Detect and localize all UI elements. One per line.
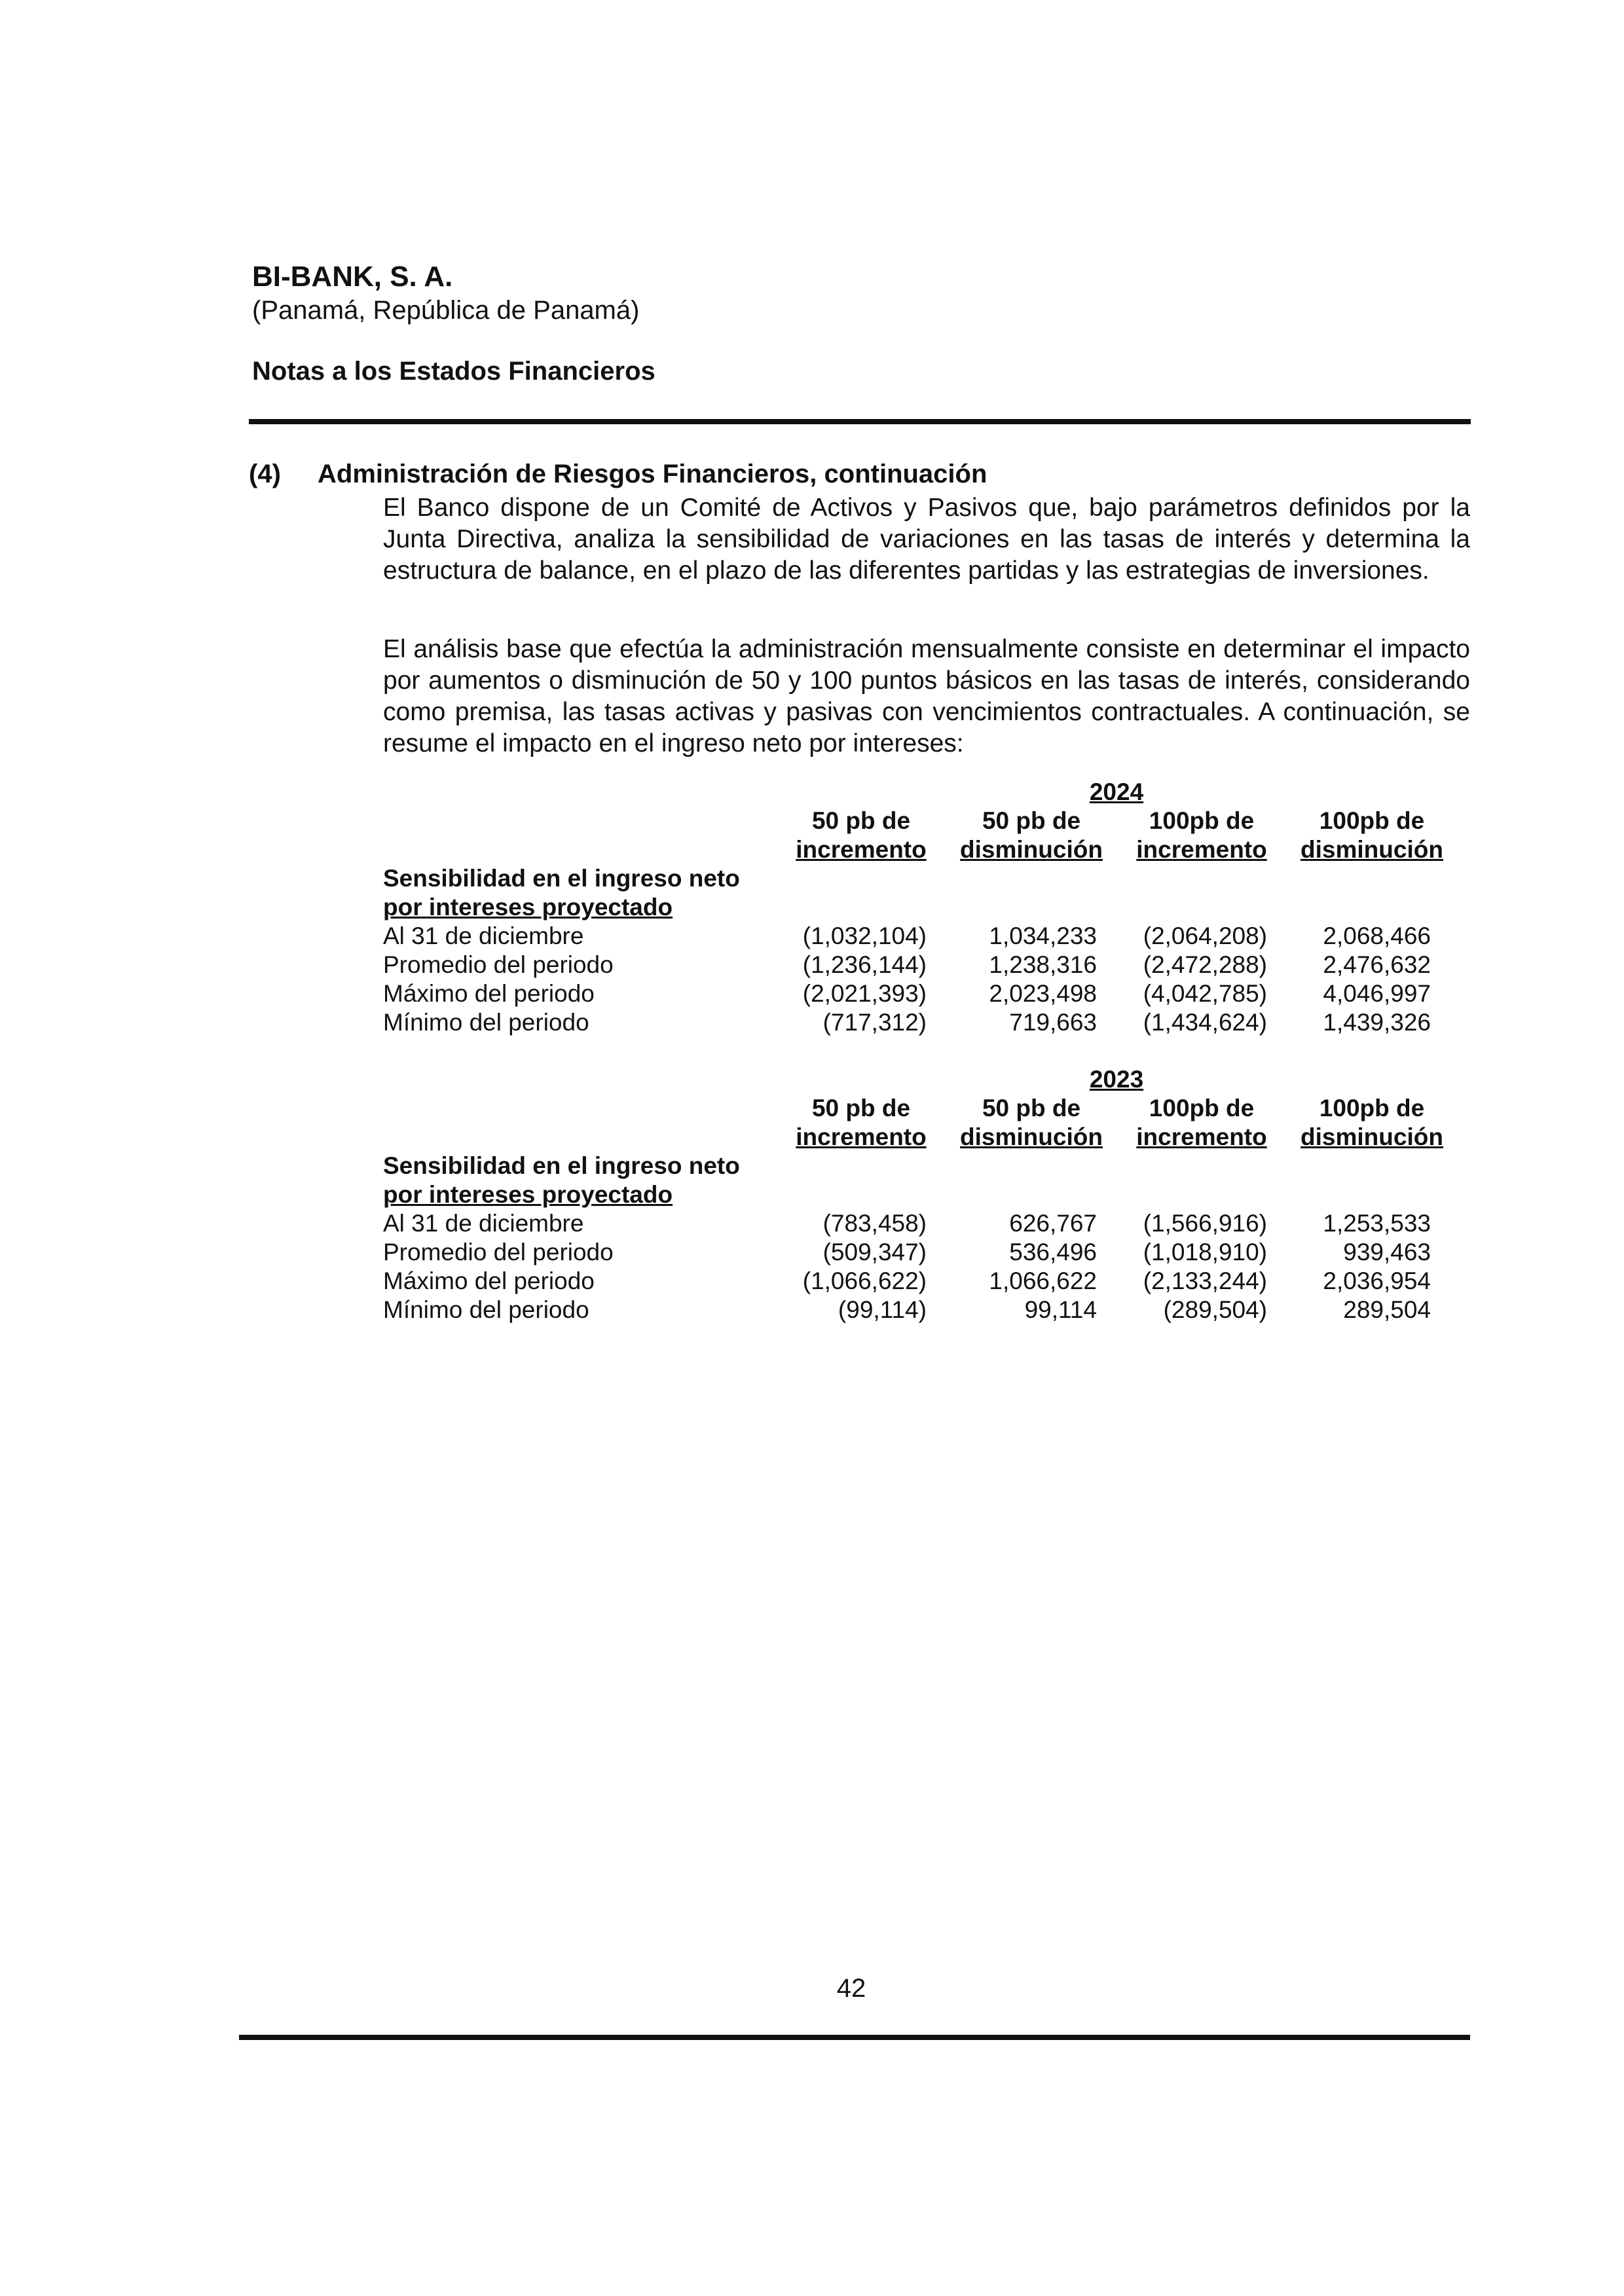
- table-section-label: Sensibilidad en el ingreso neto: [383, 865, 740, 892]
- sensitivity-table-2023: [383, 1065, 1457, 1324]
- column-header: 50 pb de incremento: [796, 1095, 927, 1150]
- table-row: Máximo del periodo (1,066,622) 1,066,622 (2,133,244) 2,036,954: [383, 1267, 1431, 1294]
- section-title: Administración de Riesgos Financieros, continuación: [318, 460, 987, 488]
- document-title: Notas a los Estados Financieros: [252, 357, 655, 386]
- column-header: 50 pb de disminución: [960, 807, 1103, 863]
- table-row: Promedio del periodo (509,347) 536,496 (1,018,910) 939,463: [383, 1239, 1431, 1266]
- column-header: 100pb de incremento: [1136, 807, 1267, 863]
- table-year: 2024: [1089, 778, 1144, 805]
- paragraph-analysis: El análisis base que efectúa la administración mensualmente consiste en determinar el impacto por aumentos o disminución de 50 y 100 puntos básicos en las tasas de interés, considerando como premisa, las tasas activas y pasivas con vencimientos contractuales. A continuación, se resume el impacto en el ingreso neto por intereses:: [383, 635, 1470, 757]
- table-row: Mínimo del periodo (99,114) 99,114 (289,504) 289,504: [383, 1296, 1431, 1323]
- column-header: 100pb de incremento: [1136, 1095, 1267, 1150]
- footer-rule: [239, 2035, 1470, 2040]
- table-row: Promedio del periodo (1,236,144) 1,238,316 (2,472,288) 2,476,632: [383, 951, 1431, 978]
- column-header: 50 pb de incremento: [796, 807, 927, 863]
- paragraph-committee: El Banco dispone de un Comité de Activos y Pasivos que, bajo parámetros definidos por la Junta Directiva, analiza la sensibilidad de variaciones en las tasas de interés y determina la estructura de balance, en el plazo de las diferentes partidas y las estrategias de inversiones.: [383, 494, 1470, 585]
- header-rule: [249, 419, 1471, 424]
- table-row: Mínimo del periodo (717,312) 719,663 (1,434,624) 1,439,326: [383, 1009, 1431, 1036]
- table-row: Al 31 de diciembre (783,458) 626,767 (1,566,916) 1,253,533: [383, 1210, 1431, 1237]
- company-name: BI-BANK, S. A.: [252, 261, 453, 293]
- table-section-label: por intereses proyectado: [383, 1181, 673, 1208]
- column-header: 50 pb de disminución: [960, 1095, 1103, 1150]
- company-location: (Panamá, República de Panamá): [252, 296, 640, 325]
- table-section-label: Sensibilidad en el ingreso neto: [383, 1152, 740, 1179]
- table-row: Máximo del periodo (2,021,393) 2,023,498 (4,042,785) 4,046,997: [383, 980, 1431, 1007]
- section-number: (4): [249, 460, 281, 488]
- table-row: Al 31 de diciembre (1,032,104) 1,034,233 (2,064,208) 2,068,466: [383, 922, 1431, 949]
- column-header: 100pb de disminución: [1301, 807, 1443, 863]
- page-number: 42: [836, 1974, 866, 2003]
- column-header: 100pb de disminución: [1301, 1095, 1443, 1150]
- table-year: 2023: [1089, 1066, 1144, 1093]
- sensitivity-table-2024: [383, 778, 1457, 1037]
- table-section-label: por intereses proyectado: [383, 894, 673, 920]
